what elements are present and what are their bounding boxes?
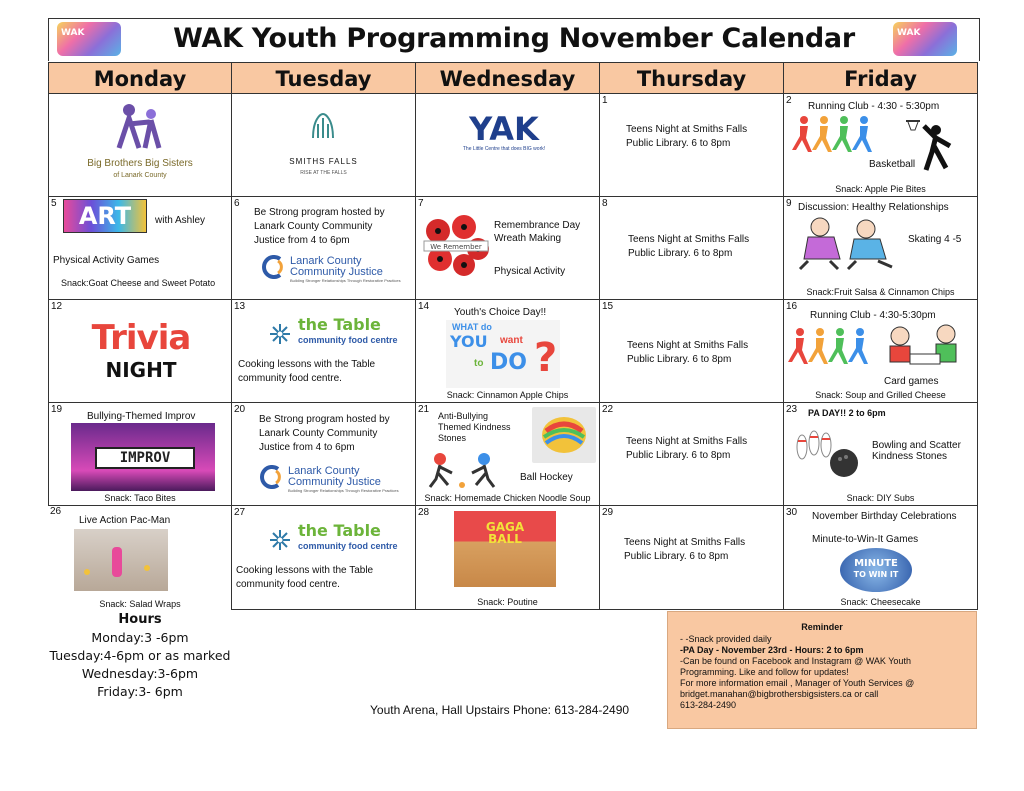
gaga-logo-line1: GAGA [485, 520, 525, 534]
date-number: 5 [51, 198, 57, 209]
event-title: Running Club - 4:30-5:30pm [810, 310, 936, 321]
event-line: Public Library. 6 to 8pm [627, 354, 732, 365]
reminder-line: 613-284-2490 [680, 700, 737, 710]
the-table-logo-line2: community food centre [298, 541, 398, 551]
graphic-text: YOU [450, 332, 488, 351]
lccj-logo-line2: Community Justice [290, 266, 383, 278]
event-line: Stones [438, 433, 467, 443]
activity-label: Ball Hockey [520, 472, 573, 483]
cell-row5-friday [783, 505, 978, 610]
event-line: Bowling and Scatter [872, 440, 961, 451]
runners-icon [792, 114, 882, 154]
snack-text: Snack: Cheesecake [840, 597, 921, 607]
hours-line: Wednesday:3-6pm [81, 666, 199, 681]
cell-row3-monday [48, 299, 232, 403]
the-table-logo-line1: the Table [298, 315, 381, 334]
minute-to-win-it-logo [840, 548, 912, 592]
event-title: Bullying-Themed Improv [87, 411, 196, 422]
cell-row1-monday [48, 93, 232, 197]
cell-row2-friday [783, 196, 978, 300]
hours-line: Tuesday:4-6pm or as marked [49, 648, 231, 663]
event-line: community food centre. [238, 373, 342, 384]
cell-row2-wednesday [415, 196, 600, 300]
event-line: Anti-Bullying [438, 411, 489, 421]
event-line: Cooking lessons with the Table [238, 359, 376, 370]
m2w-logo-line1: MINUTE [854, 558, 898, 569]
reminder-box [667, 611, 977, 729]
what-do-you-want-graphic [446, 320, 560, 388]
cell-row5-monday [48, 505, 232, 611]
snack-text: Snack:Fruit Salsa & Cinnamon Chips [806, 287, 955, 297]
wak-logo-left [57, 22, 121, 56]
day-header-wednesday: Wednesday [415, 62, 600, 94]
date-number: 14 [418, 301, 430, 312]
event-line: Lanark County Community [259, 428, 378, 439]
event-line: Themed Kindness [438, 422, 511, 432]
cell-row2-tuesday [231, 196, 416, 300]
lccj-logo-icon [258, 465, 282, 489]
smiths-falls-logo-text: SMITHS FALLS [289, 157, 358, 166]
title-box [48, 18, 980, 61]
event-line: Minute-to-Win-It Games [812, 534, 919, 545]
reminder-line: bridget.manahan@bigbrothersbigsisters.ca or call [680, 689, 879, 699]
improv-sign-text: IMPROV [95, 447, 195, 469]
event-title: Live Action Pac-Man [79, 515, 171, 526]
date-number: 21 [418, 404, 430, 415]
snack-text: Snack:Goat Cheese and Sweet Potato [61, 278, 216, 288]
smiths-falls-tagline: RISE AT THE FALLS [300, 170, 347, 176]
date-number: 16 [786, 301, 798, 312]
event-line: Remembrance Day [494, 220, 581, 231]
hours-title: Hours [118, 612, 162, 627]
cell-row5-wednesday [415, 505, 600, 610]
cell-row1-friday [783, 93, 978, 197]
snack-text: Snack: Poutine [477, 597, 538, 607]
date-number: 27 [234, 507, 246, 518]
cell-row5-tuesday [231, 505, 416, 610]
reminder-line: - -Snack provided daily [680, 634, 772, 644]
activity-label: Basketball [869, 159, 916, 170]
event-line: Public Library. 6 to 8pm [624, 551, 729, 562]
event-line: Teens Night at Smiths Falls [626, 124, 748, 135]
runners-icon [788, 326, 878, 366]
logo-text: WAK [61, 28, 85, 38]
event-line: Justice from 4 to 6pm [259, 442, 355, 453]
kindness-stone-icon [532, 407, 596, 463]
lccj-logo-line1: Lanark County [290, 255, 362, 267]
improv-graphic [71, 423, 215, 491]
event-line: Public Library. 6 to 8pm [626, 138, 731, 149]
snack-text: Snack: Soup and Grilled Cheese [815, 390, 946, 400]
graphic-text: to [474, 358, 484, 369]
cell-row1-thursday [599, 93, 784, 197]
snack-text: Snack: Cinnamon Apple Chips [446, 390, 569, 400]
snack-text: Snack: Apple Pie Bites [835, 184, 926, 194]
snack-text: Snack: DIY Subs [846, 493, 915, 503]
reminder-line: -Can be found on Facebook and Instagram @ WAK Youth [680, 656, 911, 666]
event-line: Physical Activity [494, 266, 566, 277]
event-line: Cooking lessons with the Table [236, 565, 374, 576]
date-number: 13 [234, 301, 246, 312]
event-line: Kindness Stones [872, 451, 948, 462]
skaters-icon [794, 215, 904, 273]
cell-row3-thursday [599, 299, 784, 403]
event-line: with Ashley [155, 215, 206, 226]
poppy-banner-text: We Remember [430, 243, 482, 251]
event-line: Teens Night at Smiths Falls [624, 537, 746, 548]
cell-row4-friday [783, 402, 978, 506]
graphic-text: want [500, 335, 523, 346]
lccj-logo-icon [260, 255, 284, 279]
cell-row4-thursday [599, 402, 784, 506]
cell-row4-wednesday [415, 402, 600, 506]
date-number: 8 [602, 198, 608, 209]
bbbs-figures-icon [109, 102, 169, 150]
date-number: 7 [418, 198, 424, 209]
date-number: 1 [602, 95, 608, 106]
lccj-logo-line2: Community Justice [288, 476, 381, 488]
trivia-logo-night: NIGHT [105, 358, 177, 382]
the-table-logo-line2: community food centre [298, 335, 398, 345]
smiths-falls-icon [308, 110, 338, 140]
date-number: 30 [786, 507, 798, 518]
reminder-title: Reminder [801, 622, 843, 632]
pacman-photo [74, 529, 168, 591]
bowling-icon [792, 429, 866, 479]
reminder-line: For more information email , Manager of Youth Services @ [680, 678, 915, 688]
m2w-logo-line2: TO WIN IT [853, 570, 899, 579]
the-table-flower-icon [268, 322, 292, 346]
cell-row2-thursday [599, 196, 784, 300]
the-table-flower-icon [268, 528, 292, 552]
gaga-ball-photo [454, 511, 556, 587]
event-line: Public Library. 6 to 8pm [628, 248, 733, 259]
event-title: Discussion: Healthy Relationships [798, 202, 949, 213]
date-number: 28 [418, 507, 430, 518]
question-mark-icon: ? [534, 335, 558, 381]
event-line: Teens Night at Smiths Falls [628, 234, 750, 245]
art-logo [63, 199, 147, 233]
address-phone: Youth Arena, Hall Upstairs Phone: 613-284-2490 [370, 703, 630, 717]
date-number: 6 [234, 198, 240, 209]
date-number: 9 [786, 198, 792, 209]
cell-row2-monday [48, 196, 232, 300]
date-number: 15 [602, 301, 614, 312]
bbbs-logo-line2: of Lanark County [113, 172, 167, 179]
event-line: Teens Night at Smiths Falls [626, 436, 748, 447]
yak-logo-word: YAK [469, 110, 539, 148]
event-line: Be Strong program hosted by [259, 414, 390, 425]
graphic-text: DO [490, 350, 527, 375]
trivia-logo-word: Trivia [91, 318, 191, 358]
event-line: Skating 4 -5 [908, 234, 962, 245]
snack-text: Snack: Salad Wraps [99, 599, 181, 609]
day-header-tuesday: Tuesday [231, 62, 416, 94]
event-title: Youth's Choice Day!! [454, 307, 547, 318]
the-table-logo-line1: the Table [298, 521, 381, 540]
day-header-thursday: Thursday [599, 62, 784, 94]
lccj-logo-line1: Lanark County [288, 465, 360, 477]
date-number: 22 [602, 404, 614, 415]
wak-logo-right [893, 22, 957, 56]
event-line: Public Library. 6 to 8pm [626, 450, 731, 461]
date-number: 12 [51, 301, 63, 312]
logo-text: WAK [897, 28, 921, 38]
cell-row1-tuesday [231, 93, 416, 197]
cell-row4-tuesday [231, 402, 416, 506]
event-title: PA DAY!! 2 to 6pm [808, 408, 886, 418]
hours-line: Monday:3 -6pm [91, 630, 189, 645]
event-line: Physical Activity Games [53, 255, 160, 266]
event-line: Lanark County Community [254, 221, 373, 232]
lccj-logo-tagline: Building Stronger Relationships Through Restorative Practices [288, 488, 399, 493]
date-number: 23 [786, 404, 798, 415]
page-title: WAK Youth Programming November Calendar [173, 23, 855, 54]
event-line: Be Strong program hosted by [254, 207, 385, 218]
event-line: community food centre. [236, 579, 340, 590]
date-number: 19 [51, 404, 63, 415]
snack-text: Snack: Homemade Chicken Noodle Soup [424, 493, 591, 503]
activity-label: Card games [884, 376, 939, 387]
ball-hockey-players-icon [422, 451, 508, 489]
card-game-players-icon [882, 322, 968, 370]
reminder-line: -PA Day - November 23rd - Hours: 2 to 6pm [680, 645, 864, 655]
date-number: 26 [50, 506, 62, 517]
event-title: Running Club - 4:30 - 5:30pm [808, 101, 940, 112]
cell-row4-monday [48, 402, 232, 506]
date-number: 29 [602, 507, 614, 518]
graphic-text: WHAT do [452, 322, 492, 332]
event-title: November Birthday Celebrations [812, 511, 957, 522]
date-number: 2 [786, 95, 792, 106]
cell-row1-wednesday [415, 93, 600, 197]
day-header-monday: Monday [48, 62, 232, 94]
day-header-friday: Friday [783, 62, 978, 94]
gaga-logo-line2: BALL [488, 532, 522, 546]
cell-row3-wednesday [415, 299, 600, 403]
bbbs-logo-line1: Big Brothers Big Sisters [87, 158, 193, 169]
cell-row3-tuesday [231, 299, 416, 403]
reminder-line: Programming. Like and follow for updates! [680, 667, 849, 677]
event-line: Wreath Making [494, 233, 562, 244]
yak-logo-tag: The Little Centre that does BIG work! [462, 146, 546, 152]
event-line: Teens Night at Smiths Falls [627, 340, 749, 351]
date-number: 20 [234, 404, 246, 415]
yak-logo [446, 112, 562, 160]
lccj-logo-tagline: Building Stronger Relationships Through Restorative Practices [290, 278, 401, 283]
cell-row3-friday [783, 299, 978, 403]
art-logo-text: ART [78, 202, 132, 230]
snack-text: Snack: Taco Bites [104, 493, 176, 503]
hours-line: Friday:3- 6pm [97, 684, 183, 699]
cell-row5-thursday [599, 505, 784, 610]
event-line: Justice from 4 to 6pm [254, 235, 350, 246]
poppy-wreath-icon [420, 213, 492, 279]
